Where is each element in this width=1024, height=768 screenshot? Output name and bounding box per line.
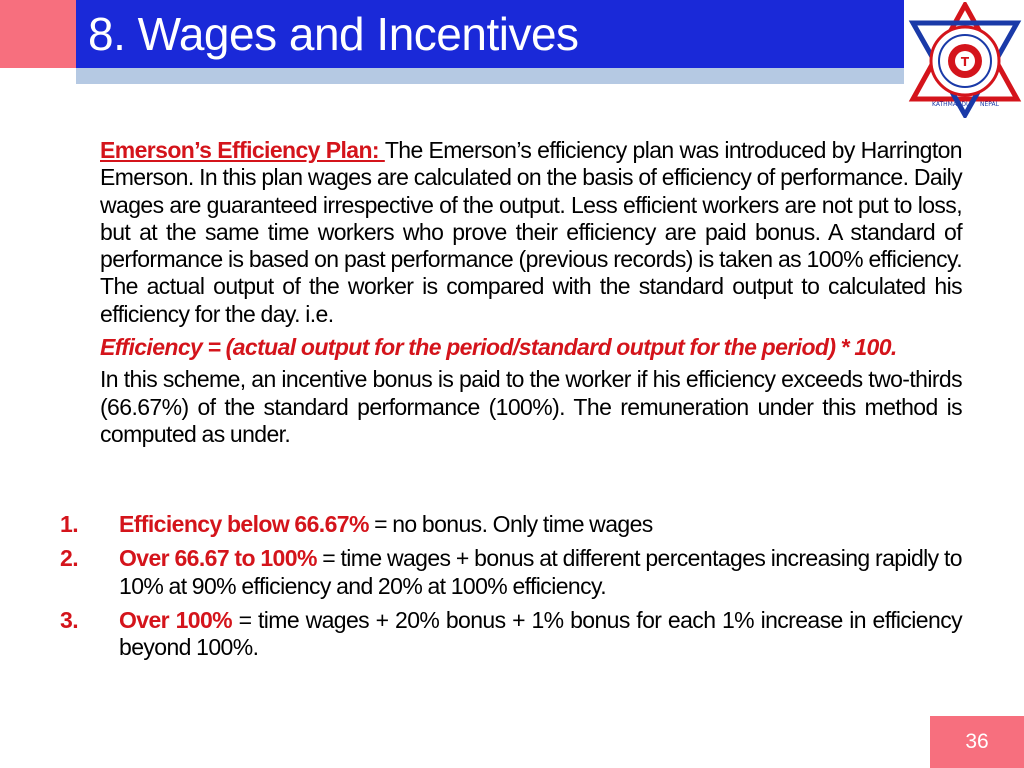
list-item-text: = time wages + 20% bonus + 1% bonus for each 1% increase in efficiency beyond 100%. (119, 606, 962, 661)
list-item (60, 545, 962, 600)
body-content (100, 137, 962, 448)
intro-text: The Emerson’s efficiency plan was introduced by Harrington Emerson. In this plan wages are calculated on the basis of efficiency of performance. Daily wages are guaranteed irrespective of the output. Less efficient workers are not put to loss, but at the same time workers who prove their efficiency are paid bonus. A standard of performance is based on past performance (previous records) is taken as 100% efficiency. The actual output of the worker is compared with the standard output to calculated his efficiency for the day. i.e. (100, 137, 962, 327)
bonus-list (60, 511, 962, 668)
list-item-key: Efficiency below 66.67% (119, 511, 369, 537)
list-item-number: 1. (60, 511, 78, 537)
page-number: 36 (930, 716, 1024, 768)
list-item-number: 3. (60, 606, 78, 633)
slide-title: 8. Wages and Incentives (88, 8, 579, 60)
list-item-key: Over 66.67 to 100% (119, 545, 317, 572)
list-item-text: = time wages + bonus at different percentages increasing rapidly to 10% at 90% efficiency and 20% at 100% efficiency. (119, 545, 962, 599)
university-emblem-icon (906, 2, 1024, 118)
list-item-number: 2. (60, 545, 78, 572)
title-bar (76, 0, 904, 68)
svg-text:NEPAL: NEPAL (980, 101, 999, 108)
list-item (60, 511, 962, 538)
intro-paragraph (100, 137, 962, 328)
efficiency-formula: Efficiency = (actual output for the period/standard output for the period) * 100. (100, 334, 897, 361)
svg-text:T: T (960, 55, 970, 69)
title-underline-bar (76, 68, 904, 84)
scheme-paragraph: In this scheme, an incentive bonus is paid to the worker if his efficiency exceeds two-thirds (66.67%) of the standard performance (100%). The remuneration under this method is computed as under. (100, 366, 962, 447)
list-item (60, 607, 962, 662)
svg-text:KATHMANDU: KATHMANDU (932, 101, 971, 108)
title-accent-block (0, 0, 76, 68)
list-item-key: Over 100% (119, 606, 233, 633)
lead-label: Emerson’s Efficiency Plan: (100, 137, 385, 163)
list-item-text: = no bonus. Only time wages (368, 511, 653, 537)
